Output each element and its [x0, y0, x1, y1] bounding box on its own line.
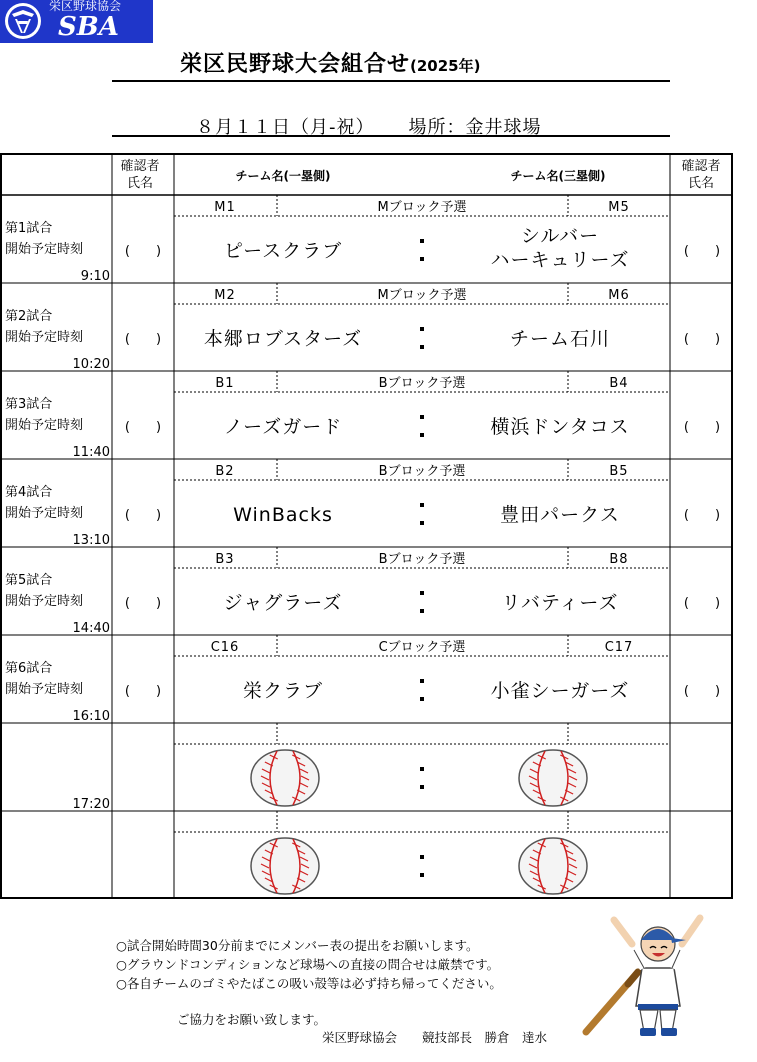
- vs-separator: [420, 679, 424, 683]
- game-number: 第1試合: [5, 221, 53, 236]
- confirm-header-right: 確認者: [681, 159, 721, 174]
- title-year: (2025年): [410, 57, 481, 75]
- vs-separator: [420, 521, 424, 525]
- confirm-signature-right: ( ): [683, 596, 721, 611]
- vs-separator: [420, 855, 424, 859]
- block-code-right: B5: [609, 464, 629, 479]
- match-venue: 場所：金井球場: [408, 117, 542, 138]
- team-third-base: 豊田パークス: [500, 504, 620, 526]
- vs-separator: [420, 257, 424, 261]
- confirm-signature-left: ( ): [124, 420, 162, 435]
- confirm-header-left: 確認者: [120, 159, 160, 174]
- vs-separator: [420, 591, 424, 595]
- vs-separator: [420, 327, 424, 331]
- vs-separator: [420, 415, 424, 419]
- confirm-signature-left: ( ): [124, 508, 162, 523]
- game-number: 第6試合: [5, 661, 53, 676]
- team-first-base: 本郷ロブスターズ: [203, 328, 363, 350]
- confirm-header-left: 氏名: [126, 176, 154, 191]
- start-time: 11:40: [72, 445, 110, 460]
- block-code-left: C16: [210, 640, 240, 655]
- logo-association-name: 栄区野球協会: [49, 0, 122, 13]
- start-time: 14:40: [72, 621, 110, 636]
- team-third-base: 横浜ドンタコス: [490, 416, 630, 438]
- team-first-base: WinBacks: [233, 504, 333, 526]
- footer-thanks: ご協力をお願い致します。: [177, 1012, 327, 1027]
- game-number: 第3試合: [5, 397, 53, 412]
- vs-separator: [420, 503, 424, 507]
- team-first-base: ノーズガード: [223, 416, 343, 438]
- association-emblem-icon: [4, 2, 42, 40]
- block-name: Cブロック予選: [378, 640, 466, 655]
- vs-separator: [420, 697, 424, 701]
- team-third-base: ハーキュリーズ: [490, 249, 630, 271]
- vs-separator: [420, 345, 424, 349]
- confirm-signature-left: ( ): [124, 244, 162, 259]
- baseball-player-mascot-icon: [582, 910, 722, 1040]
- block-code-right: C17: [604, 640, 634, 655]
- confirm-signature-right: ( ): [683, 244, 721, 259]
- confirm-signature-left: ( ): [124, 684, 162, 699]
- vs-separator: [420, 873, 424, 877]
- team-third-base: シルバー: [520, 225, 600, 247]
- title-main: 栄区民野球大会組合せ: [180, 52, 411, 77]
- team-first-base: ピースクラブ: [223, 240, 343, 262]
- block-code-left: M1: [214, 200, 236, 215]
- start-time-label: 開始予定時刻: [5, 594, 84, 609]
- start-time-label: 開始予定時刻: [5, 418, 84, 433]
- block-code-right: M6: [608, 288, 630, 303]
- footer-note: ○各自チームのゴミやたばこの吸い殻等は必ず持ち帰ってください。: [116, 976, 502, 991]
- confirm-signature-right: ( ): [683, 684, 721, 699]
- logo-abbreviation: SBA: [58, 12, 119, 42]
- start-time: 13:10: [72, 533, 110, 548]
- block-code-left: B3: [215, 552, 235, 567]
- block-code-left: B2: [215, 464, 235, 479]
- block-name: Mブロック予選: [377, 288, 467, 303]
- block-code-left: B1: [215, 376, 235, 391]
- game-number: 第4試合: [5, 485, 53, 500]
- confirm-signature-left: ( ): [124, 596, 162, 611]
- footer-signature: 栄区野球協会 競技部長 勝倉 達水: [322, 1030, 548, 1045]
- block-code-right: B4: [609, 376, 629, 391]
- third-base-header: チーム名(三塁側): [510, 169, 606, 183]
- start-time-label: 開始予定時刻: [5, 682, 84, 697]
- title-underline: [112, 80, 670, 82]
- start-time-label: 開始予定時刻: [5, 242, 84, 257]
- confirm-signature-left: ( ): [124, 332, 162, 347]
- game-number: 第5試合: [5, 573, 53, 588]
- start-time: 10:20: [72, 357, 110, 372]
- footer-note: ○試合開始時間30分前までにメンバー表の提出をお願いします。: [116, 938, 479, 953]
- start-time-label: 開始予定時刻: [5, 506, 84, 521]
- game-number: 第2試合: [5, 309, 53, 324]
- date-underline: [112, 135, 670, 137]
- page-title: [180, 47, 480, 78]
- vs-separator: [420, 433, 424, 437]
- team-third-base: チーム石川: [509, 328, 611, 350]
- team-third-base: 小雀シーガーズ: [490, 680, 630, 702]
- confirm-signature-right: ( ): [683, 508, 721, 523]
- baseball-icon: [519, 750, 587, 806]
- vs-separator: [420, 785, 424, 789]
- block-name: Bブロック予選: [378, 464, 466, 479]
- schedule-table: [0, 153, 733, 899]
- team-first-base: 栄クラブ: [242, 680, 324, 702]
- start-time: 9:10: [80, 269, 110, 284]
- block-code-right: M5: [608, 200, 630, 215]
- vs-separator: [420, 767, 424, 771]
- start-time: 16:10: [72, 709, 110, 724]
- team-first-base: ジャグラーズ: [223, 592, 343, 614]
- confirm-header-right: 氏名: [687, 176, 715, 191]
- vs-separator: [420, 239, 424, 243]
- baseball-icon: [251, 750, 319, 806]
- confirm-signature-right: ( ): [683, 332, 721, 347]
- footer-note: ○グラウンドコンディションなど球場への直接の問合せは厳禁です。: [116, 957, 500, 972]
- match-date: ８月１１日（月-祝）: [196, 117, 375, 138]
- baseball-icon: [251, 838, 319, 894]
- start-time: 17:20: [72, 797, 110, 812]
- vs-separator: [420, 609, 424, 613]
- association-logo: [0, 0, 153, 43]
- baseball-icon: [519, 838, 587, 894]
- confirm-signature-right: ( ): [683, 420, 721, 435]
- block-name: Mブロック予選: [377, 200, 467, 215]
- first-base-header: チーム名(一塁側): [235, 169, 331, 183]
- start-time-label: 開始予定時刻: [5, 330, 84, 345]
- block-name: Bブロック予選: [378, 376, 466, 391]
- block-code-left: M2: [214, 288, 236, 303]
- block-code-right: B8: [609, 552, 629, 567]
- team-third-base: リバティーズ: [501, 592, 619, 614]
- block-name: Bブロック予選: [378, 552, 466, 567]
